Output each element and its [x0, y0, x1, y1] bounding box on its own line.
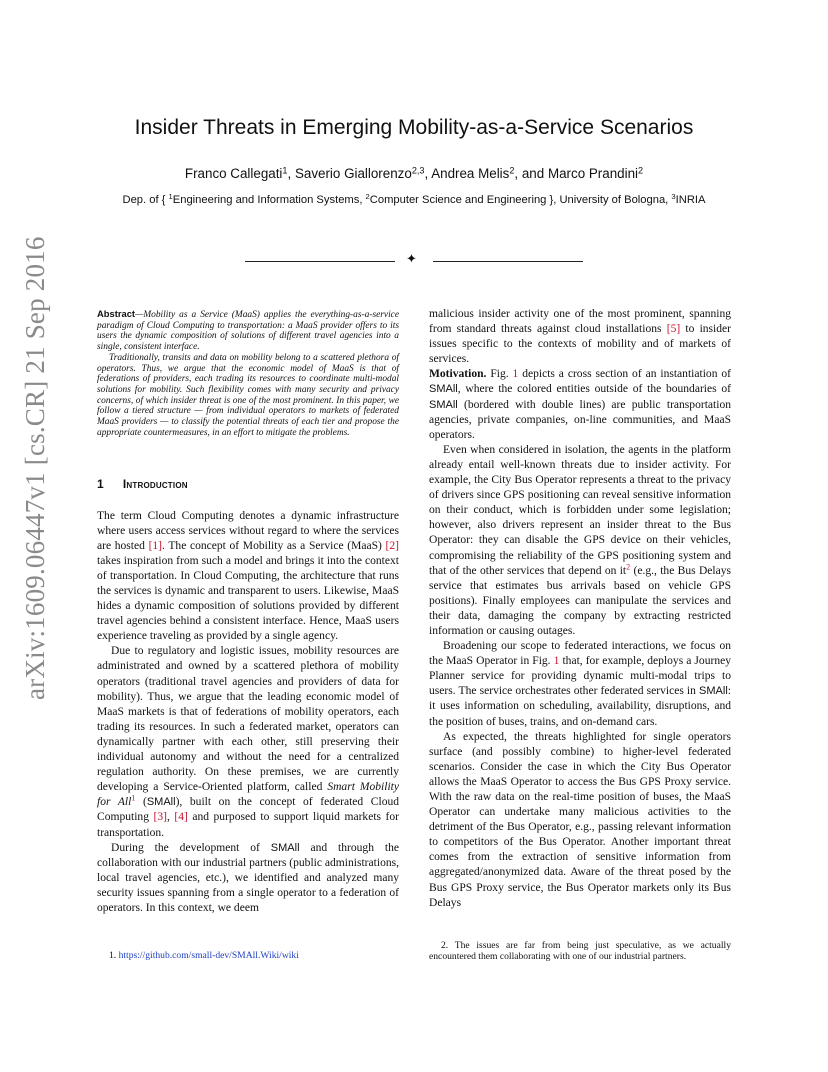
body-paragraph: malicious insider activity one of the most prominent, spanning from standard threats against cloud installations [5] to insider issues specific to the contexts of mobility and of markets of services. [429, 308, 731, 366]
author-affil-mark: 1 [282, 165, 288, 176]
author-name: Andrea Melis [431, 166, 510, 181]
affiliations: Dep. of { $^1$Engineering and Information Systems, $^2$Computer Science and Engineering }, University of Bologna, $^3$INRIA [122, 192, 706, 206]
arxiv-identifier-stamp: arXiv:1609.06447v1 [cs.CR] 21 Sep 2016 [20, 236, 50, 700]
separator-rule-left [245, 261, 395, 262]
paragraph-heading: Motivation. [429, 368, 487, 381]
abstract-paragraph: Mobility as a Service (MaaS) applies the everything-as-a-service paradigm of Cloud Computing to transportation: a MaaS provider offers to its users the dynamic composition of solutions of different travel agencies into a single, consistent interface. [97, 310, 399, 353]
footnote-1: 1. https://github.com/small-dev/SMAll.Wiki/wiki [109, 950, 299, 961]
platform-acronym: SMAll [429, 398, 458, 411]
author-list: Franco Callegati$^1$, Saverio Giallorenzo$^{2,3}$, Andrea Melis$^2$, and Marco Prandini$^2$ [184, 165, 644, 181]
platform-acronym: SMAll [699, 685, 728, 698]
abstract-paragraph: Traditionally, transits and data on mobility belong to a scattered plethora of operators. Thus, we argue that the economic model of MaaS is that of federations of providers, each trading its resources to coordinate multi-modal solutions for mobility. Such flexibility comes with many security and privacy concerns, of which insider threat is one of the most prominent. In this paper, we follow a tiered structure — from individual operators to markets of federated MaaS providers — to classify the potential threats of each tier and propose the appropriate countermeasures, in an effort to mitigate the problems. [97, 352, 399, 438]
author-name: Marco Prandini [547, 166, 638, 181]
platform-acronym: SMAll [146, 796, 176, 809]
platform-name: Smart Mobility for All [97, 781, 399, 809]
footnote-ref[interactable]: 1 [131, 793, 136, 803]
title-separator [245, 254, 583, 268]
citation-link[interactable]: [2] [385, 539, 399, 552]
abstract: Abstract—Mobility as a Service (MaaS) applies the everything-as-a-service paradigm of Cloud Computing to transportation: a MaaS provider offers to its users the dynamic composition of solutions of different travel agencies into a single, consistent interface. Traditionally, transits and data on mobility belong to a scattered plethora of operators. Thus, we argue that the economic model of MaaS is that of federations of providers, each trading its resources to coordinate multi-modal solutions for mobility. Such flexibility comes with many security and privacy concerns, of which insider threat is one of the most prominent. In this paper, we follow a tiered structure — from individual operators to markets of federated MaaS providers — to classify the potential threats of each tier and propose the appropriate countermeasures, in an effort to mitigate the problems. [97, 308, 399, 438]
wiki-url-link[interactable]: https://github.com/small-dev/SMAll.Wiki/wiki [118, 950, 299, 961]
platform-acronym: SMAll [429, 383, 458, 396]
platform-acronym: SMAll [270, 841, 300, 854]
citation-link[interactable]: [4] [174, 811, 188, 824]
body-paragraph: The term Cloud Computing denotes a dynamic infrastructure where users access services without regard to where the services are hosted [1]. The concept of Mobility as a Service (MaaS) [2] takes inspiration from such a model and brings it into the context of transportation. In Cloud Computing, the architecture that runs the services is dynamic and transparent to users. Likewise, MaaS hides a dynamic composition of solutions provided by different travel agencies behind a consistent interface. Hence, MaaS users experience traveling as provided by a single agency. [97, 509, 399, 643]
motivation-paragraph: Motivation. Fig. 1 depicts a cross section of an instantiation of SMAll, where the colored entities outside of the boundaries of SMAll (bordered with double lines) are public transportation agencies, private companies, on-line communities, and MaaS operators. [429, 368, 731, 441]
author-name: Franco Callegati [184, 166, 283, 181]
citation-link[interactable]: [5] [666, 323, 681, 336]
separator-rule-right [433, 261, 583, 262]
body-paragraph: Due to regulatory and logistic issues, mobility resources are administrated and owned by a scattered plethora of mobility operators (traditional travel agencies and providers of data for mobility). Thus, we argue that the leading economic model of MaaS markets is that of federations of mobility operators, each trading its resources. In such a federated market, operators can dynamically partner with each other, still preserving their individual autonomy and without the need for a centralized regulation authority. On these premises, we are currently developing a Service-Oriented platform, called Smart Mobility for All$^1$ (SMAll), built on the concept of federated Cloud Computing [3], [4] and purposed to support liquid markets for transportation. [97, 645, 400, 839]
star-ornament-icon: ✦ [406, 252, 417, 267]
author-affil-mark: 2 [509, 165, 515, 176]
figure-link[interactable]: 1 [553, 655, 560, 668]
left-column [97, 309, 399, 916]
citation-link[interactable]: [1] [148, 539, 163, 552]
body-paragraph: As expected, the threats highlighted for single operators surface (and possibly combine) to higher-level federated scenarios. Consider the case in which the City Bus Operator allows the MaaS Operator to access the Bus GPS Proxy service. With the raw data on the real-time position of buses, the MaaS Operator can undertake many malicious activities to the detriment of the Bus Operator, e.g., passing relevant information to competitors of the Bus Operator. Another important threat comes from the extraction of sensitive information from aggregated/anonymized data. Aware of the threat posed by the Bus GPS Proxy service, the Bus Operator markets only its Bus Delays [429, 730, 731, 909]
body-paragraph: During the development of SMAll and through the collaboration with our industrial partners (public administrations, local travel agencies, etc.), we identified and analyzed many security issues spanning from a single operator to a federation of operators. In this context, we deem [97, 841, 400, 914]
author-name: Saverio Giallorenzo [294, 166, 412, 181]
footnote-2: 2. The issues are far from being just speculative, as we actually encountered them collaborating with one of our industrial partners. [429, 940, 731, 963]
body-paragraph: Broadening our scope to federated interactions, we focus on the MaaS Operator in Fig. 1 that, for example, deploys a Journey Planner service for providing dynamic multi-modal trips to users. The service orchestrates other federated services in SMAll: it uses information on scheduling, availability, disruptions, and the position of buses, trains, and on-demand cars. [429, 640, 731, 728]
citation-link[interactable]: [3] [153, 811, 167, 824]
section-heading: 1 Introduction [97, 477, 188, 492]
body-paragraph: Even when considered in isolation, the agents in the platform already entail well-known threats due to insider activity. For example, the City Bus Operator represents a threat to the privacy of drivers since GPS positioning can reveal sensitive information on their conduct, which is forbidden under some legislation; however, also drivers represent an insider threat to the Bus Operator: they can disable the GPS device on their vehicles, compromising the reliability of the GPS positioning system and that of the other services that depend on it$^2$ (e.g., the Bus Delays service that estimates bus arrivals based on vehicle GPS positions). Finally employees can manipulate the services and their data, damaging the company by extracting restricted information or causing outages. [429, 443, 732, 637]
abstract-label: Abstract [97, 308, 136, 319]
figure-link[interactable]: 1 [512, 368, 519, 381]
right-column [429, 307, 731, 911]
footnote-ref[interactable]: 2 [626, 562, 631, 572]
author-affil-mark: 2 [638, 165, 644, 176]
author-affil-mark: 2,3 [411, 165, 425, 176]
paper-title: Insider Threats in Emerging Mobility-as-a-Service Scenarios [134, 116, 694, 139]
